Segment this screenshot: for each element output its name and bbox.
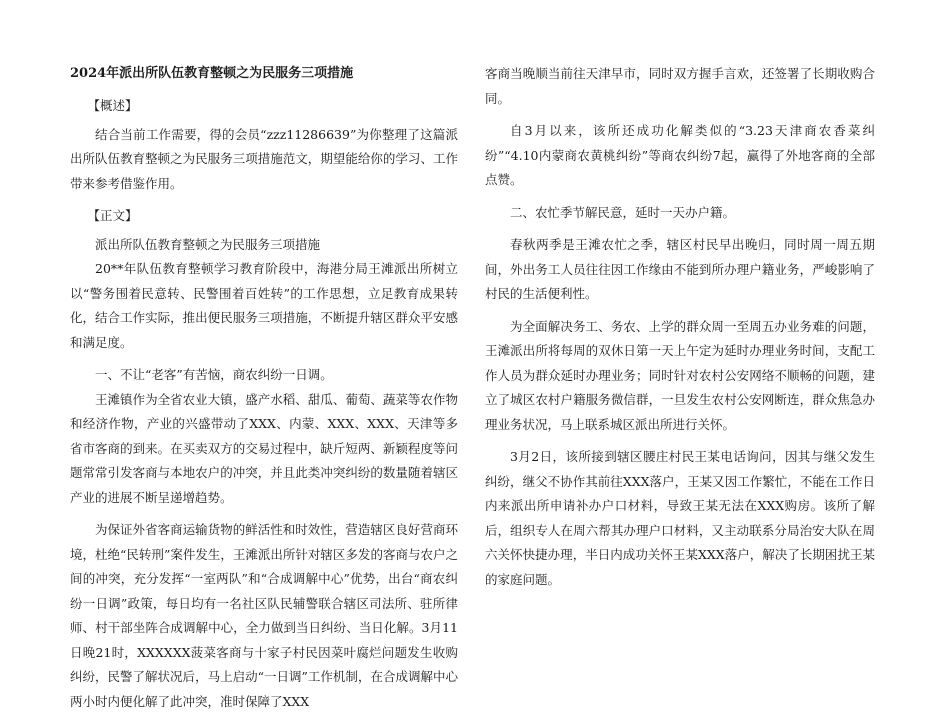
section-two-paragraph: 春秋两季是王滩农忙之季，辖区村民早出晚归，同时周一周五期间，外出务工人员往往因工作缘由不能到所办理户籍业务，严峻影响了村民的生活便利性。 (485, 237, 875, 301)
case-paragraph: 3月2日，该所接到辖区腰庄村民王某电话询问，因其与继父发生纠纷，继父不协作其前往XXX落户，王某又因工作繁忙，不能在工作日内来派出所申请补办户口材料，导致王某无法在XXX购房。该所了解后，组织专人在周六帮其办理户口材料，又主动联系分局治安大队在周六关怀快捷办理，半日内成功关怀王某XXX落户，解决了长期困扰王某的家庭问题。 (485, 449, 875, 587)
intro-paragraph: 20**年队伍教育整顿学习教育阶段中，海港分局王滩派出所树立以“警务围着民意转、民警围着百姓转”的工作思想，立足教育成果转化，结合工作实际，推出便民服务三项措施，不断提升辖区群众平安感和满足度。 (70, 261, 458, 350)
continued-paragraph: 客商当晚顺当前往天津早市，同时双方握手言欢，还签署了长期收购合同。 (485, 66, 875, 106)
summary-paragraph: 结合当前工作需要，得的会员“zzz11286639”为你整理了这篇派出所队伍教育整顿之为民服务三项措施范文，期望能给你的学习、工作带来参考借鉴作用。 (70, 126, 458, 191)
document-title: 2024年派出所队伍教育整顿之为民服务三项措施 (70, 66, 354, 81)
section-one-measures-paragraph: 为保证外省客商运输货物的鲜活性和时效性，营造辖区良好营商环境，杜绝“民转刑”案件发生，王滩派出所针对辖区多发的客商与农户之间的冲突，充分发挥“一室两队”和“合成调解中心”优势，出台“商农纠纷一日调”政策，每日均有一名社区队民辅警联合辖区司法所、驻所律师、村干部坐阵合成调解中心，全力做到当日纠纷、当日化解。3月11日晚21时，XXXXXX菠菜客商与十家子村民因菜叶腐烂问题发生收购纠纷，民警了解状况后，马上启动“一日调”工作机制，在合成调解中心两小时内便化解了此冲突，准时保障了XXX (70, 522, 458, 709)
section-one-heading: 一、不让“老客”有苦恼，商农纠纷一日调。 (95, 367, 333, 382)
section-one-paragraph: 王滩镇作为全省农业大镇，盛产水稻、甜瓜、葡萄、蔬菜等农作物和经济作物，产业的兴盛带动了XXX、内蒙、XXX、XXX、天津等多省市客商的到来。在买卖双方的交易过程中，缺斤短两、新颖程度等问题常常引发客商与本地农户的冲突，并且此类冲突纠纷的数量随着辖区产业的进展不断呈递增趋势。 (70, 391, 458, 505)
body-tag: 【正文】 (87, 208, 138, 223)
section-two-measures-paragraph: 为全面解决务工、务农、上学的群众周一至周五办业务难的问题，王滩派出所将每周的双休日第一天上午定为延时办理业务时间，支配工作人员为群众延时办理业务；同时针对农村公安网络不顺畅的问题，建立了城区农村户籍服务微信群，一旦发生农村公安网断连，群众焦急办理业务状况，马上联系城区派出所进行关怀。 (485, 318, 875, 432)
results-paragraph: 自3月以来，该所还成功化解类似的“3.23天津商农香菜纠纷”“4.10内蒙商农黄桃纠纷”等商农纠纷7起，赢得了外地客商的全部点赞。 (485, 123, 875, 187)
right-column (485, 62, 875, 600)
left-column (70, 62, 458, 722)
section-two-heading: 二、农忙季节解民意，延时一天办户籍。 (510, 204, 736, 220)
body-heading: 派出所队伍教育整顿之为民服务三项措施 (95, 236, 321, 252)
summary-tag: 【概述】 (87, 98, 138, 113)
